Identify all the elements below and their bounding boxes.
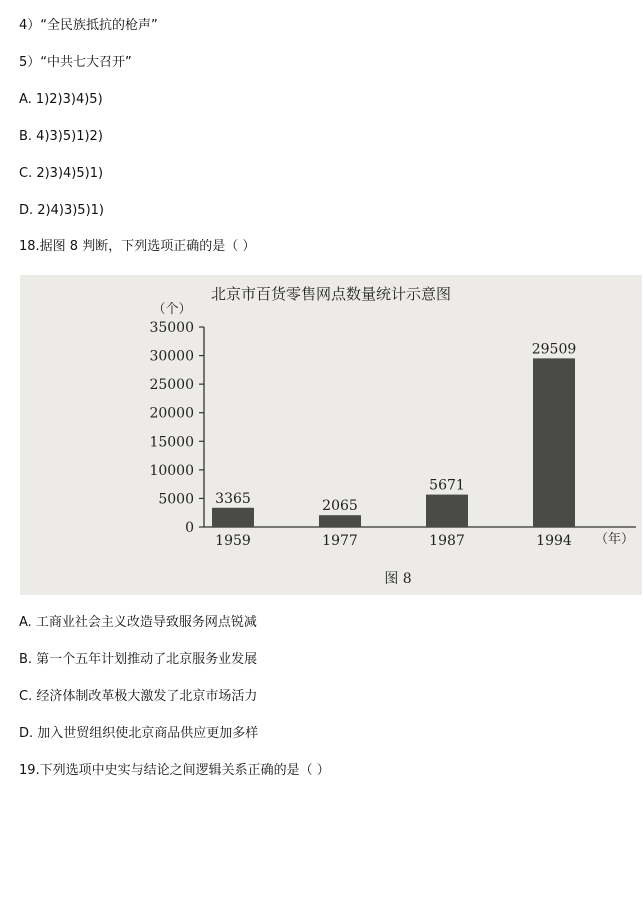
bar-value-label: 29509 (531, 341, 577, 358)
choice-18-c: C. 经济体制改革极大激发了北京市场活力 (19, 689, 258, 704)
x-tick-label: 1959 (215, 533, 251, 549)
y-tick-label: 25000 (149, 377, 194, 394)
x-tick-label: 1994 (536, 533, 572, 549)
choice-18-d: D. 加入世贸组织使北京商品供应更加多样 (19, 726, 259, 741)
y-tick-label: 15000 (149, 434, 194, 451)
bar-chart (20, 275, 642, 595)
question-18: 18.据图 8 判断，下列选项正确的是（ ） (19, 239, 256, 254)
y-axis-unit: （个） (152, 302, 192, 317)
bar-value-label: 3365 (215, 490, 251, 507)
option-5-line: 5）“中共七大召开” (19, 55, 132, 70)
bar-1987 (426, 495, 468, 527)
figure-caption: 图 8 (384, 571, 412, 587)
y-tick-label: 5000 (158, 491, 194, 508)
bar-1977 (319, 515, 361, 527)
choice-a-line: A. 1)2)3)4)5) (19, 92, 103, 107)
y-tick-label: 0 (185, 520, 194, 536)
y-tick-label: 35000 (149, 320, 194, 336)
bar-1994 (533, 358, 575, 527)
chart-figure (20, 275, 642, 595)
choice-d-line: D. 2)4)3)5)1) (19, 203, 104, 218)
choice-c-line: C. 2)3)4)5)1) (19, 166, 104, 181)
y-tick-label: 10000 (149, 462, 194, 479)
bar-value-label: 5671 (429, 477, 465, 494)
choice-18-a: A. 工商业社会主义改造导致服务网点锐减 (19, 615, 257, 630)
x-tick-label: 1977 (322, 533, 358, 549)
bar-value-label: 2065 (322, 498, 358, 515)
y-tick-label: 20000 (149, 405, 194, 422)
choice-18-b: B. 第一个五年计划推动了北京服务业发展 (19, 652, 258, 667)
bar-1959 (212, 508, 254, 527)
option-4-line: 4）“全民族抵抗的枪声” (19, 18, 158, 33)
chart-title: 北京市百货零售网点数量统计示意图 (210, 285, 452, 303)
x-axis-unit: （年） (594, 532, 634, 547)
x-tick-label: 1987 (429, 533, 465, 549)
choice-b-line: B. 4)3)5)1)2) (19, 129, 103, 144)
y-tick-label: 30000 (149, 348, 194, 365)
question-19: 19.下列选项中史实与结论之间逻辑关系正确的是（ ） (19, 763, 330, 778)
